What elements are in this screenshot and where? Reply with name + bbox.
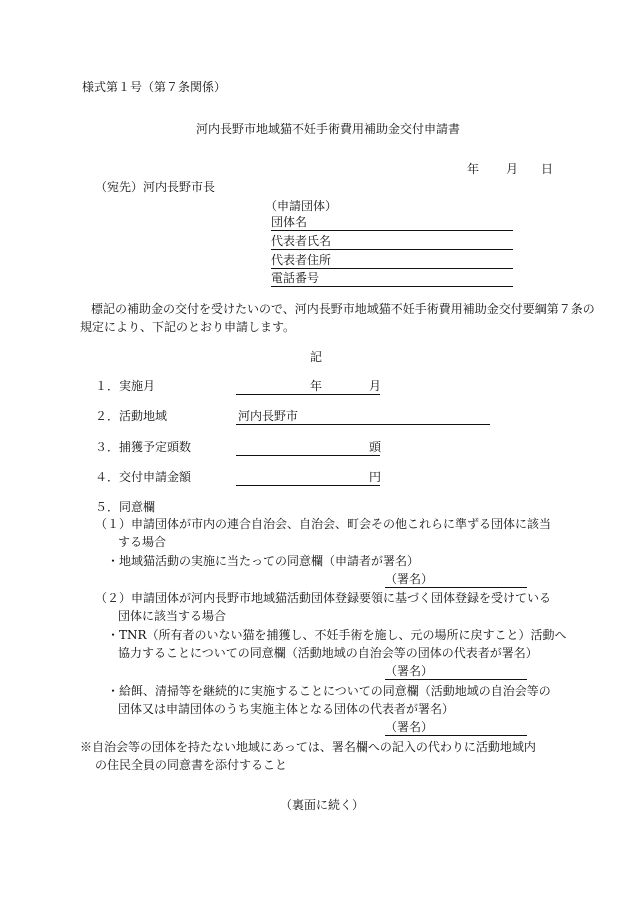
consent-sec1-line-1: （１）申請団体が市内の連合自治会、自治会、町会その他これらに準ずる団体に該当: [95, 517, 552, 531]
consent-sec2-line-2: 団体に該当する場合: [118, 609, 227, 623]
capture-count-unit: 頭: [369, 440, 382, 454]
item-year-unit: 年: [310, 379, 323, 393]
item-activity-area-label: ２．活動地域: [95, 409, 168, 423]
consent-sec1-bullet: ・地域猫活動の実施に当たっての同意欄（申請者が署名）: [107, 554, 420, 568]
addressee: （宛先）河内長野市長: [95, 180, 216, 194]
consent-sec1-line-2: する場合: [118, 535, 167, 549]
signature-field-1[interactable]: [385, 587, 527, 588]
phone-field[interactable]: [271, 286, 513, 287]
item-grant-amount-label: ４．交付申請金額: [95, 470, 192, 484]
consent-sec2-bullet1-line-2: 協力することについての同意欄（活動地域の自治会等の団体の代表者が署名）: [118, 646, 538, 660]
intro-line-2: 規定により、下記のとおり申請します。: [80, 320, 296, 334]
grant-amount-unit: 円: [369, 470, 382, 484]
date-day-label: 日: [541, 162, 554, 176]
activity-area-field[interactable]: [236, 424, 490, 425]
note-line-2: の住民全員の同意書を添付すること: [95, 758, 288, 772]
item-consent-label: ５．同意欄: [95, 500, 156, 514]
grant-amount-field[interactable]: [236, 485, 380, 486]
signature-label: （署名）: [385, 572, 434, 586]
rep-name-label: 代表者氏名: [271, 234, 332, 248]
date-year-label: 年: [467, 162, 480, 176]
consent-sec2-bullet2-line-1: ・給餌、清掃等を継続的に実施することについての同意欄（活動地域の自治会等の: [107, 684, 551, 698]
signature-label: （署名）: [385, 664, 434, 678]
item-capture-count-label: ３．捕獲予定頭数: [95, 440, 192, 454]
note-line-1: ※自治会等の団体を持たない地域にあっては、署名欄への記入の代わりに活動地域内: [80, 740, 536, 754]
consent-sec2-line-1: （２）申請団体が河内長野市地域猫活動団体登録要領に基づく団体登録を受けている: [95, 591, 552, 605]
item-implementation-month-label: １．実施月: [95, 379, 156, 393]
rep-address-field[interactable]: [271, 268, 513, 269]
rep-name-field[interactable]: [271, 249, 513, 250]
group-name-field[interactable]: [271, 230, 513, 231]
form-number: 様式第１号（第７条関係）: [82, 80, 227, 94]
document-title: 河内長野市地域猫不妊手術費用補助金交付申請書: [196, 122, 461, 136]
consent-sec2-bullet2-line-2: 団体又は申請団体のうち実施主体となる団体の代表者が署名）: [118, 702, 455, 716]
date-month-label: 月: [506, 162, 519, 176]
capture-count-field[interactable]: [236, 455, 380, 456]
applicant-heading: （申請団体）: [265, 199, 338, 213]
rep-address-label: 代表者住所: [271, 253, 332, 267]
item-month-unit: 月: [369, 379, 382, 393]
implementation-month-field[interactable]: [236, 394, 380, 395]
group-name-label: 団体名: [271, 215, 308, 229]
signature-field-2[interactable]: [385, 679, 527, 680]
consent-sec2-bullet1-line-1: ・TNR（所有者のいない猫を捕獲し、不妊手術を施し、元の場所に戻すこと）活動へ: [107, 628, 567, 642]
intro-line-1: 標記の補助金の交付を受けたいので、河内長野市地域猫不妊手術費用補助金交付要綱第７条の: [91, 302, 595, 316]
signature-label: （署名）: [385, 720, 434, 734]
activity-area-value: 河内長野市: [238, 409, 299, 423]
signature-field-3[interactable]: [385, 735, 527, 736]
continued-note: （裏面に続く）: [280, 798, 365, 812]
ki-heading: 記: [310, 350, 323, 364]
phone-label: 電話番号: [271, 271, 320, 285]
